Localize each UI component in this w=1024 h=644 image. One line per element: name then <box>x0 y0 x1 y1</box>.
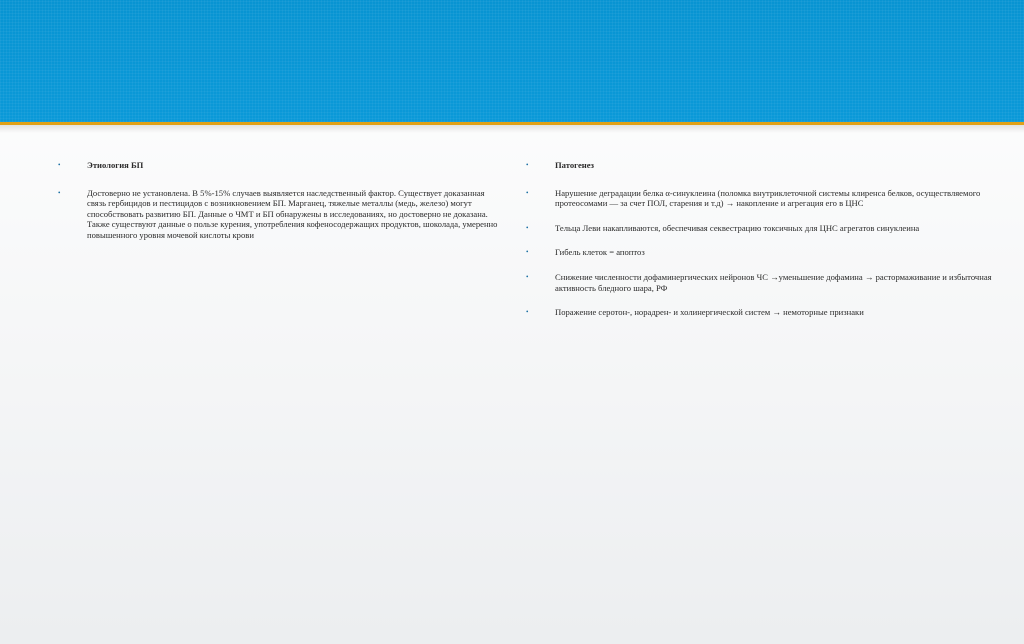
pathogenesis-text: Поражение серотон-, норадрен- и холинергической систем → немоторные признаки <box>555 307 864 318</box>
bullet-icon: • <box>526 308 529 317</box>
pathogenesis-text: Гибель клеток = апоптоз <box>555 247 645 258</box>
bullet-icon: • <box>526 223 529 232</box>
list-item <box>526 272 1006 293</box>
left-bullet-list <box>58 160 498 241</box>
pathogenesis-text: Нарушение деградации белка α-синуклеина (поломка внутриклеточной системы клиренса белков, осуществляемого протеосомами — за счет ПОЛ, старения и т.д) → накопление и агрегация его в ЦНС <box>555 187 981 209</box>
list-item <box>526 307 1006 318</box>
pathogenesis-text: Снижение численности дофаминергических нейронов ЧС →уменьшение дофамина → растормаживание и избыточная активность бледного шара, РФ <box>555 271 992 293</box>
bullet-icon: • <box>526 188 529 197</box>
list-item <box>526 223 1006 234</box>
list-item <box>526 247 1006 258</box>
pathogenesis-heading: Патогенез <box>555 160 594 170</box>
list-item <box>58 188 498 241</box>
accent-shadow <box>0 125 1024 133</box>
etiology-heading: Этиология БП <box>87 160 144 170</box>
bullet-icon: • <box>58 188 61 197</box>
etiology-text: Достоверно не установлена. В 5%-15% случаев выявляется наследственный фактор. Существует доказанная связь гербицидов и пестицидов с возникновением БП. Марганец, тяжелые металлы (медь, железо) могут способствовать развитию БП. Данные о ЧМТ и БП обнаружены в исследованиях, но достоверно не доказана. Также существуют данные о пользе курения, употребления кофеносодержащих продуктов, шоколада, умеренно повышенного уровня мочевой кислоты крови <box>87 187 498 240</box>
right-column <box>526 160 1006 332</box>
left-column <box>58 160 498 241</box>
bullet-icon: • <box>58 161 61 169</box>
bullet-icon: • <box>526 248 529 257</box>
right-bullet-list <box>526 160 1006 318</box>
list-item <box>58 160 498 171</box>
bullet-icon: • <box>526 161 529 169</box>
list-item <box>526 160 1006 171</box>
bullet-icon: • <box>526 272 529 281</box>
header-band <box>0 0 1024 122</box>
pathogenesis-text: Тельца Леви накапливаются, обеспечивая секвестрацию токсичных для ЦНС агрегатов синуклеина <box>555 222 920 233</box>
list-item <box>526 188 1006 209</box>
